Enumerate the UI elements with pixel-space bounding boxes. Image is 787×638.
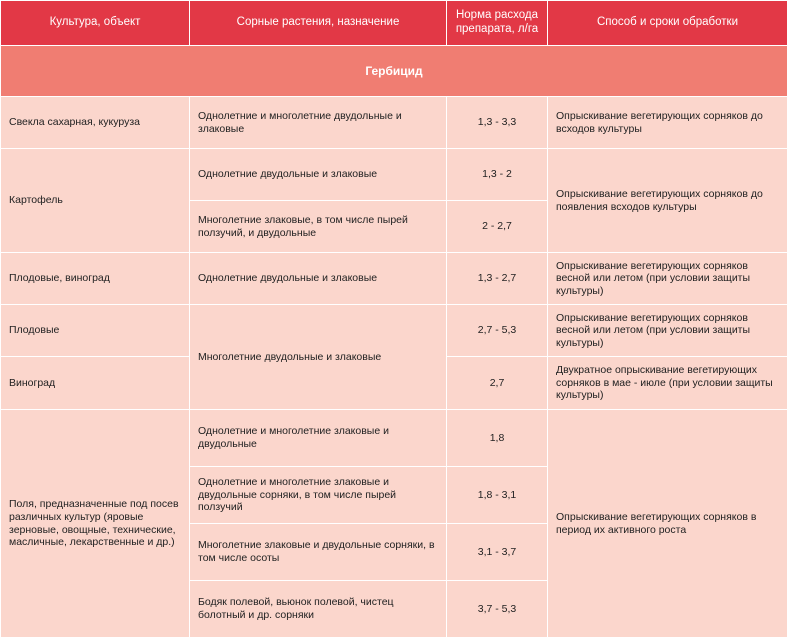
weeds-cell: Однолетние двудольные и злаковые	[190, 149, 447, 201]
method-cell: Опрыскивание вегетирующих сорняков в период их активного роста	[548, 410, 787, 638]
culture-cell: Виноград	[1, 357, 190, 410]
section-title: Гербицид	[1, 46, 787, 97]
culture-cell: Плодовые	[1, 305, 190, 357]
header-method: Способ и сроки обработки	[548, 1, 787, 46]
method-cell: Двукратное опрыскивание вегетирующих сорняков в мае - июле (при условии защиты культуры)	[548, 357, 787, 410]
culture-cell: Картофель	[1, 149, 190, 253]
table-row	[1, 305, 787, 357]
rate-cell: 1,8	[447, 410, 548, 467]
header-rate: Норма расхода препарата, л/га	[447, 1, 548, 46]
weeds-cell: Однолетние и многолетние злаковые и двудольные сорняки, в том числе пырей ползучий	[190, 467, 447, 524]
rate-cell: 2,7 - 5,3	[447, 305, 548, 357]
weeds-cell: Однолетние двудольные и злаковые	[190, 253, 447, 305]
rate-cell: 3,7 - 5,3	[447, 581, 548, 638]
rate-cell: 1,3 - 2	[447, 149, 548, 201]
rate-cell: 1,8 - 3,1	[447, 467, 548, 524]
method-cell: Опрыскивание вегетирующих сорняков весной или летом (при условии защиты культуры)	[548, 253, 787, 305]
table-row	[1, 97, 787, 149]
header-weeds: Сорные растения, назначение	[190, 1, 447, 46]
weeds-cell: Многолетние злаковые и двудольные сорняки, в том числе осоты	[190, 524, 447, 581]
weeds-cell: Однолетние и многолетние злаковые и двудольные	[190, 410, 447, 467]
table-row	[1, 410, 787, 467]
rate-cell: 2 - 2,7	[447, 201, 548, 253]
culture-cell: Плодовые, виноград	[1, 253, 190, 305]
method-cell: Опрыскивание вегетирующих сорняков весной или летом (при условии защиты культуры)	[548, 305, 787, 357]
weeds-cell: Многолетние злаковые, в том числе пырей ползучий, и двудольные	[190, 201, 447, 253]
rate-cell: 1,3 - 2,7	[447, 253, 548, 305]
method-cell: Опрыскивание вегетирующих сорняков до всходов культуры	[548, 97, 787, 149]
rate-cell: 3,1 - 3,7	[447, 524, 548, 581]
header-culture: Культура, объект	[1, 1, 190, 46]
weeds-cell: Многолетние двудольные и злаковые	[190, 305, 447, 410]
culture-cell: Поля, предназначенные под посев различных культур (яровые зерновые, овощные, технические, масличные, лекарственные и др.)	[1, 410, 190, 638]
rate-cell: 2,7	[447, 357, 548, 410]
table-row	[1, 149, 787, 201]
weeds-cell: Бодяк полевой, вьюнок полевой, чистец болотный и др. сорняки	[190, 581, 447, 638]
method-cell: Опрыскивание вегетирующих сорняков до появления всходов культуры	[548, 149, 787, 253]
rate-cell: 1,3 - 3,3	[447, 97, 548, 149]
culture-cell: Свекла сахарная, кукуруза	[1, 97, 190, 149]
section-row	[1, 46, 787, 97]
table-row	[1, 253, 787, 305]
header-row	[1, 1, 787, 46]
weeds-cell: Однолетние и многолетние двудольные и злаковые	[190, 97, 447, 149]
